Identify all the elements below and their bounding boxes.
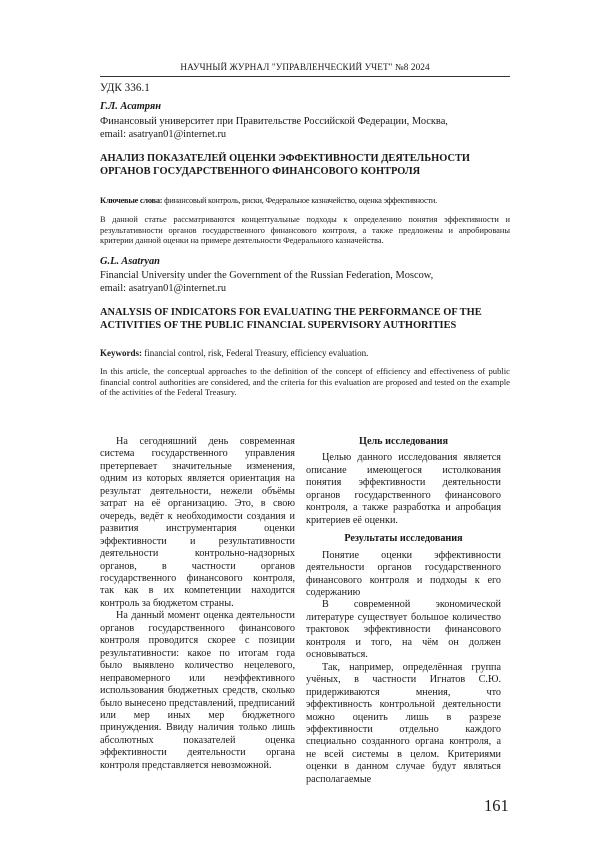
affiliation-en-text: Financial University under the Government of the Russian Federation, Moscow,	[100, 270, 434, 281]
email-ru: email: asatryan01@internet.ru	[100, 129, 227, 141]
keywords-en	[100, 348, 520, 359]
abstract-en: In this article, the conceptual approaches to the definition of the concept of efficiency and effectiveness of public financial control authorities are considered, and the criteria for this evaluation are proposed and tested on the example of the activities of the Federal Treasury.	[100, 366, 510, 398]
header-rule	[100, 76, 510, 77]
body-paragraph: На данный момент оценка деятельности органов государственного финансового контроля проводится скорее с позиции результативности: какое по итогам года было выявлено количество нецелевого, неправомерного или неэффективного использования бюджетных средств, сколько было вынесено представлений, предписаний или мер иных мер бюджетного принуждения. Ввиду наличия только лишь абсолютных показателей оценка эффективности деятельности органа контроля представляется невозможной.	[100, 610, 295, 771]
body-paragraph: Так, например, определённая группа учёных, в частности Игнатов С.Ю. придерживаются мнения, что эффективность контрольной деятельности можно оценить лишь в разрезе эффективности отдельно каждого специально созданного органа контроля, а не всей системы в целом. Критериями оценки в данном случае будут являться располагаемые	[306, 661, 501, 785]
abstract-ru: В данной статье рассматриваются концептуальные подходы к определению понятия эффективности и результативности органов государственного финансового контроля, а также предложены и апробированы критерии данной оценки на примере деятельности Федерального казначейства.	[100, 215, 510, 246]
email-en: email: asatryan01@internet.ru	[100, 283, 227, 295]
keywords-ru	[100, 196, 520, 207]
keywords-en-text: financial control, risk, Federal Treasury, efficiency evaluation.	[142, 348, 369, 358]
affiliation-ru	[100, 115, 520, 141]
keywords-en-label: Keywords:	[100, 348, 142, 358]
keywords-ru-label: Ключевые слова:	[100, 196, 163, 205]
body-paragraph: В современной экономической литературе существует большое количество трактовок эффективности финансового контроля и того, на чём он должен основываться.	[306, 599, 501, 661]
affiliation-ru-text: Финансовый университет при Правительстве Российской Федерации, Москва,	[100, 116, 448, 127]
body-paragraph: Целью данного исследования является описание имеющегося истолкования понятия эффективности деятельности органов государственного финансового контроля, а также разработка и апробация критериев её оценки.	[306, 452, 501, 526]
body-column-left	[100, 436, 295, 772]
title-en: ANALYSIS OF INDICATORS FOR EVALUATING THE PERFORMANCE OF THE ACTIVITIES OF THE PUBLIC FINANCIAL SUPERVISORY AUTHORITIES	[100, 307, 482, 332]
title-ru: АНАЛИЗ ПОКАЗАТЕЛЕЙ ОЦЕНКИ ЭФФЕКТИВНОСТИ ДЕЯТЕЛЬНОСТИ ОРГАНОВ ГОСУДАРСТВЕННОГО ФИНАНСОВОГО КОНТРОЛЯ	[100, 153, 470, 178]
affiliation-en	[100, 269, 520, 295]
body-column-right	[306, 436, 501, 786]
page-number: 161	[484, 796, 509, 815]
section-heading-goal: Цель исследования	[359, 436, 448, 447]
body-paragraph: На сегодняшний день современная система государственного управления претерпевает значительные изменения, одним из которых является ориентация на результат деятельности, нежели объёмы затрат на её организацию. Это, в свою очередь, ведёт к необходимости создания и развития инструментария оценки эффективности и результативности деятельности контрольно-надзорных органов, в частности органов государственного финансового контроля, так как в их компетенции находится контроль за бюджетом страны.	[100, 436, 295, 609]
section-heading-results: Результаты исследования	[344, 533, 463, 545]
author-ru: Г.Л. Асатрян	[100, 101, 161, 112]
body-paragraph: Понятие оценки эффективности деятельности органов государственного финансового контроля и подходы к его содержанию	[306, 549, 501, 598]
udk-code: УДК 336.1	[100, 82, 150, 94]
keywords-ru-text: финансовый контроль, риски, Федеральное казначейство, оценка эффективности.	[162, 196, 437, 205]
author-en: G.L. Asatryan	[100, 256, 160, 267]
running-header: НАУЧНЫЙ ЖУРНАЛ "УПРАВЛЕНЧЕСКИЙ УЧЕТ" №8 2024	[180, 62, 430, 72]
